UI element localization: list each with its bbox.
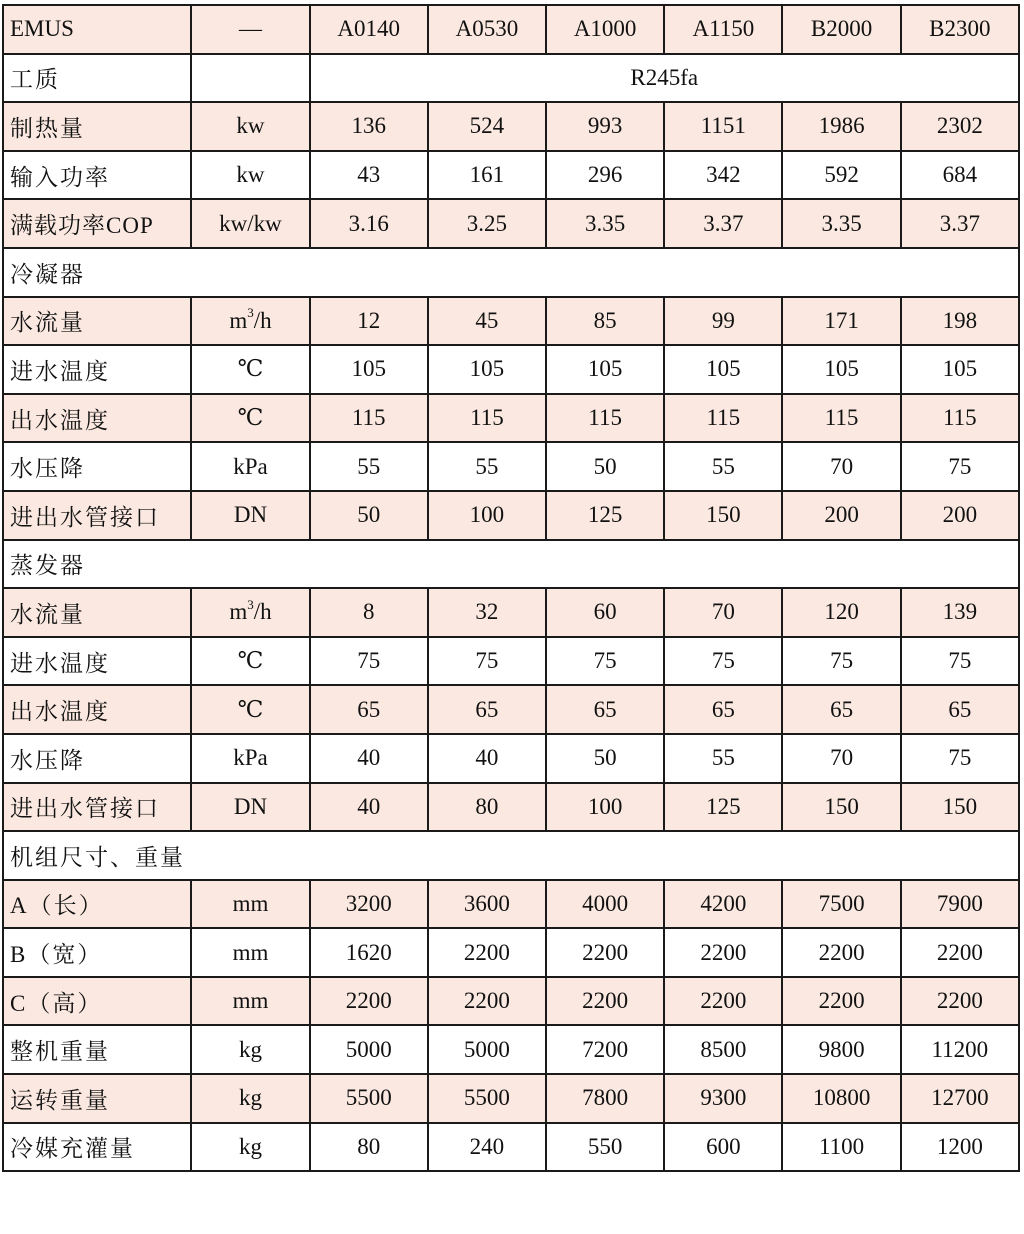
table-row xyxy=(3,637,1019,686)
value-cell: 55 xyxy=(664,734,782,783)
value-cell: 100 xyxy=(428,491,546,540)
value-cell: 2200 xyxy=(782,928,900,977)
model-header: A1150 xyxy=(664,5,782,54)
unit-cell: kw/kw xyxy=(191,199,309,248)
table-row xyxy=(3,297,1019,346)
value-cell: 99 xyxy=(664,297,782,346)
value-cell: 2200 xyxy=(664,977,782,1026)
table-row xyxy=(3,588,1019,637)
value-cell: 3.37 xyxy=(901,199,1019,248)
table-row xyxy=(3,928,1019,977)
table-row xyxy=(3,345,1019,394)
unit-cell xyxy=(191,588,309,637)
value-cell: 150 xyxy=(664,491,782,540)
value-cell: 75 xyxy=(428,637,546,686)
section-row-condenser xyxy=(3,248,1019,297)
unit-cell: mm xyxy=(191,977,309,1026)
value-cell: 65 xyxy=(546,685,664,734)
value-cell: 80 xyxy=(428,783,546,832)
table-row xyxy=(3,491,1019,540)
value-cell: 2302 xyxy=(901,102,1019,151)
row-label: 出水温度 xyxy=(3,394,191,443)
header-label: EMUS xyxy=(3,5,191,54)
row-label: 工质 xyxy=(3,54,191,103)
value-cell: 105 xyxy=(428,345,546,394)
value-cell: 3.37 xyxy=(664,199,782,248)
value-cell: 105 xyxy=(782,345,900,394)
table-row xyxy=(3,199,1019,248)
value-cell: 5500 xyxy=(428,1074,546,1123)
table-row xyxy=(3,783,1019,832)
model-header: A0140 xyxy=(310,5,428,54)
value-cell: 200 xyxy=(782,491,900,540)
value-cell: 11200 xyxy=(901,1025,1019,1074)
value-cell: 3.25 xyxy=(428,199,546,248)
value-cell: 105 xyxy=(664,345,782,394)
unit-cell: ℃ xyxy=(191,685,309,734)
value-cell: 1100 xyxy=(782,1123,900,1172)
table-row xyxy=(3,102,1019,151)
value-cell: 993 xyxy=(546,102,664,151)
value-cell: 65 xyxy=(310,685,428,734)
unit-cell: kPa xyxy=(191,734,309,783)
row-label: 运转重量 xyxy=(3,1074,191,1123)
value-cell: 2200 xyxy=(428,977,546,1026)
table-row xyxy=(3,1123,1019,1172)
unit-tail: /h xyxy=(253,307,272,333)
value-cell: 3.35 xyxy=(782,199,900,248)
value-cell: 125 xyxy=(546,491,664,540)
value-cell: 200 xyxy=(901,491,1019,540)
value-cell: 125 xyxy=(664,783,782,832)
value-cell: 100 xyxy=(546,783,664,832)
value-cell: 2200 xyxy=(901,928,1019,977)
row-label: 冷媒充灌量 xyxy=(3,1123,191,1172)
value-cell: 65 xyxy=(901,685,1019,734)
value-cell: 296 xyxy=(546,151,664,200)
value-cell: 5500 xyxy=(310,1074,428,1123)
row-label: 满载功率COP xyxy=(3,199,191,248)
value-cell: 4200 xyxy=(664,880,782,929)
value-cell: 115 xyxy=(901,394,1019,443)
unit-cell: ℃ xyxy=(191,394,309,443)
unit-cell: kw xyxy=(191,102,309,151)
table-row xyxy=(3,442,1019,491)
value-cell: 65 xyxy=(428,685,546,734)
value-cell: 55 xyxy=(428,442,546,491)
value-cell: 115 xyxy=(310,394,428,443)
section-row-dimensions xyxy=(3,831,1019,880)
row-label: 整机重量 xyxy=(3,1025,191,1074)
unit-tail: /h xyxy=(253,599,272,625)
row-label: 水流量 xyxy=(3,297,191,346)
unit-cell: ℃ xyxy=(191,637,309,686)
unit-cell: ℃ xyxy=(191,345,309,394)
model-header: A0530 xyxy=(428,5,546,54)
value-cell: 2200 xyxy=(310,977,428,1026)
value-cell: 150 xyxy=(901,783,1019,832)
value-cell: 136 xyxy=(310,102,428,151)
unit-cell xyxy=(191,297,309,346)
value-cell: 75 xyxy=(546,637,664,686)
value-cell: 55 xyxy=(664,442,782,491)
row-label: 进水温度 xyxy=(3,637,191,686)
value-cell: 3200 xyxy=(310,880,428,929)
row-label: 水压降 xyxy=(3,442,191,491)
value-cell: 115 xyxy=(428,394,546,443)
value-cell: 32 xyxy=(428,588,546,637)
unit-cell: kPa xyxy=(191,442,309,491)
value-cell: 105 xyxy=(546,345,664,394)
unit-cell: mm xyxy=(191,928,309,977)
value-cell: 75 xyxy=(782,637,900,686)
value-cell: 50 xyxy=(546,734,664,783)
value-cell: 2200 xyxy=(782,977,900,1026)
value-cell: 5000 xyxy=(310,1025,428,1074)
table-row xyxy=(3,734,1019,783)
value-cell: 115 xyxy=(782,394,900,443)
row-label: 输入功率 xyxy=(3,151,191,200)
table-row xyxy=(3,685,1019,734)
row-label: 进出水管接口 xyxy=(3,783,191,832)
value-cell: 7200 xyxy=(546,1025,664,1074)
row-label: A（长） xyxy=(3,880,191,929)
model-header: B2300 xyxy=(901,5,1019,54)
value-cell: 55 xyxy=(310,442,428,491)
value-cell: 50 xyxy=(546,442,664,491)
unit-cell: mm xyxy=(191,880,309,929)
row-label: 水压降 xyxy=(3,734,191,783)
value-cell: 75 xyxy=(901,637,1019,686)
working-fluid-value: R245fa xyxy=(310,54,1019,103)
value-cell: 1151 xyxy=(664,102,782,151)
value-cell: 40 xyxy=(428,734,546,783)
unit-cell: kw xyxy=(191,151,309,200)
value-cell: 43 xyxy=(310,151,428,200)
value-cell: 1986 xyxy=(782,102,900,151)
value-cell: 3600 xyxy=(428,880,546,929)
value-cell: 198 xyxy=(901,297,1019,346)
value-cell: 40 xyxy=(310,734,428,783)
unit-cell: kg xyxy=(191,1074,309,1123)
value-cell: 3.16 xyxy=(310,199,428,248)
header-unit: — xyxy=(191,5,309,54)
value-cell: 12 xyxy=(310,297,428,346)
value-cell: 524 xyxy=(428,102,546,151)
value-cell: 7800 xyxy=(546,1074,664,1123)
value-cell: 115 xyxy=(546,394,664,443)
unit-superscript: 3 xyxy=(247,305,254,321)
table-row xyxy=(3,977,1019,1026)
value-cell: 105 xyxy=(901,345,1019,394)
value-cell: 550 xyxy=(546,1123,664,1172)
value-cell: 8500 xyxy=(664,1025,782,1074)
unit-cell: kg xyxy=(191,1123,309,1172)
table-row xyxy=(3,880,1019,929)
model-header: A1000 xyxy=(546,5,664,54)
value-cell: 4000 xyxy=(546,880,664,929)
unit-cell: kg xyxy=(191,1025,309,1074)
value-cell: 150 xyxy=(782,783,900,832)
value-cell: 342 xyxy=(664,151,782,200)
value-cell: 139 xyxy=(901,588,1019,637)
row-label: C（高） xyxy=(3,977,191,1026)
value-cell: 684 xyxy=(901,151,1019,200)
value-cell: 7900 xyxy=(901,880,1019,929)
row-label: 水流量 xyxy=(3,588,191,637)
table-row xyxy=(3,151,1019,200)
value-cell: 70 xyxy=(782,442,900,491)
value-cell: 1620 xyxy=(310,928,428,977)
table-row xyxy=(3,1025,1019,1074)
spec-table xyxy=(2,4,1020,1172)
row-label: 进出水管接口 xyxy=(3,491,191,540)
unit-cell: DN xyxy=(191,491,309,540)
value-cell: 75 xyxy=(901,442,1019,491)
unit-base: m xyxy=(229,599,248,625)
value-cell: 1200 xyxy=(901,1123,1019,1172)
value-cell: 105 xyxy=(310,345,428,394)
value-cell: 161 xyxy=(428,151,546,200)
value-cell: 2200 xyxy=(428,928,546,977)
value-cell: 115 xyxy=(664,394,782,443)
value-cell: 45 xyxy=(428,297,546,346)
value-cell: 3.35 xyxy=(546,199,664,248)
unit-cell: DN xyxy=(191,783,309,832)
unit-cell-empty xyxy=(191,54,309,103)
value-cell: 85 xyxy=(546,297,664,346)
value-cell: 60 xyxy=(546,588,664,637)
value-cell: 50 xyxy=(310,491,428,540)
section-title: 机组尺寸、重量 xyxy=(3,831,1019,880)
value-cell: 8 xyxy=(310,588,428,637)
value-cell: 10800 xyxy=(782,1074,900,1123)
value-cell: 40 xyxy=(310,783,428,832)
value-cell: 80 xyxy=(310,1123,428,1172)
value-cell: 9300 xyxy=(664,1074,782,1123)
working-fluid-row xyxy=(3,54,1019,103)
value-cell: 65 xyxy=(664,685,782,734)
row-label: 出水温度 xyxy=(3,685,191,734)
table-row xyxy=(3,394,1019,443)
section-row-evaporator xyxy=(3,540,1019,589)
value-cell: 70 xyxy=(664,588,782,637)
header-row xyxy=(3,5,1019,54)
value-cell: 2200 xyxy=(901,977,1019,1026)
value-cell: 600 xyxy=(664,1123,782,1172)
value-cell: 70 xyxy=(782,734,900,783)
value-cell: 2200 xyxy=(546,928,664,977)
value-cell: 120 xyxy=(782,588,900,637)
value-cell: 65 xyxy=(782,685,900,734)
value-cell: 75 xyxy=(901,734,1019,783)
value-cell: 592 xyxy=(782,151,900,200)
unit-base: m xyxy=(229,307,248,333)
value-cell: 9800 xyxy=(782,1025,900,1074)
value-cell: 2200 xyxy=(546,977,664,1026)
value-cell: 12700 xyxy=(901,1074,1019,1123)
model-header: B2000 xyxy=(782,5,900,54)
value-cell: 240 xyxy=(428,1123,546,1172)
unit-superscript: 3 xyxy=(247,596,254,612)
row-label: 制热量 xyxy=(3,102,191,151)
value-cell: 75 xyxy=(310,637,428,686)
section-title: 冷凝器 xyxy=(3,248,1019,297)
row-label: 进水温度 xyxy=(3,345,191,394)
table-row xyxy=(3,1074,1019,1123)
value-cell: 75 xyxy=(664,637,782,686)
value-cell: 5000 xyxy=(428,1025,546,1074)
row-label: B（宽） xyxy=(3,928,191,977)
value-cell: 171 xyxy=(782,297,900,346)
value-cell: 2200 xyxy=(664,928,782,977)
section-title: 蒸发器 xyxy=(3,540,1019,589)
value-cell: 7500 xyxy=(782,880,900,929)
